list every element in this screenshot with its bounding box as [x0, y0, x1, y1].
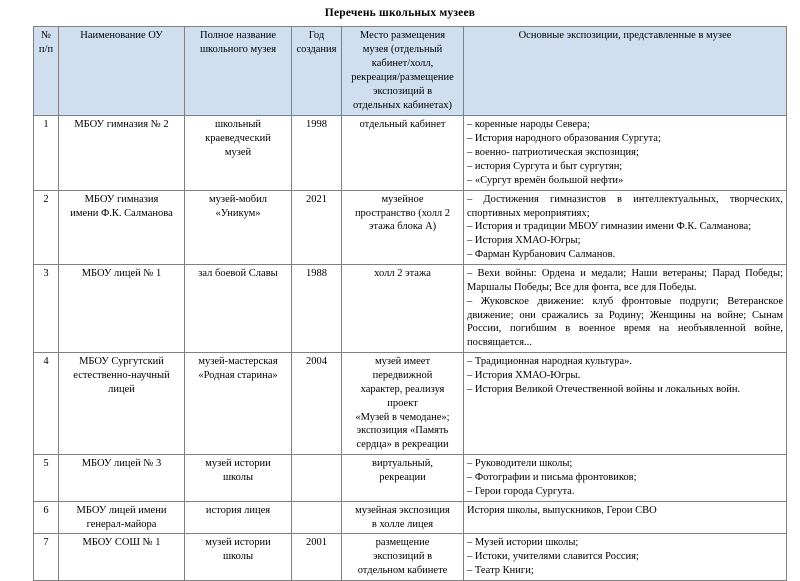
cell-text-line: музейное — [381, 193, 424, 205]
column-header-year — [292, 27, 342, 116]
header-text-line: Полное название — [199, 30, 277, 41]
cell-text-line: – Фарман Курбанович Салманов. — [467, 249, 616, 261]
cell-museum-name — [185, 353, 292, 455]
header-text-line: школьного музея — [199, 44, 277, 56]
cell-text-line: этажа блока А) — [368, 221, 437, 233]
cell-text-line: школьный — [214, 119, 262, 131]
table-body — [34, 116, 787, 581]
cell-text-line: – История ХМАО-Югры. — [467, 369, 581, 381]
cell-text-line: холл 2 этажа — [374, 267, 431, 279]
cell-location — [342, 264, 464, 352]
cell-row-number: 4 — [34, 353, 59, 455]
cell-museum-name — [185, 264, 292, 352]
cell-text-line: МБОУ лицей № 1 — [81, 267, 162, 279]
cell-text-line: МБОУ Сургутский — [79, 356, 164, 368]
table-row — [34, 190, 787, 264]
cell-year-founded: 2021 — [292, 190, 342, 264]
cell-row-number: 7 — [34, 534, 59, 581]
cell-text-line: экспозиций в — [372, 551, 433, 563]
cell-text-line: имени Ф.К. Салманова — [70, 207, 173, 219]
cell-expositions — [464, 534, 787, 581]
header-text-line: рекреация/размещение — [351, 72, 454, 84]
cell-row-number: 5 — [34, 455, 59, 502]
cell-text-line: «Уникум» — [215, 207, 261, 219]
cell-text-line: школы — [222, 472, 254, 483]
header-text-line: создания — [296, 44, 337, 56]
cell-text-line: История школы, выпускников, Герои СВО — [467, 504, 657, 516]
cell-expositions — [464, 190, 787, 264]
cell-text-line: – военно- патриотическая экспозиция; — [467, 147, 639, 159]
table-row — [34, 455, 787, 502]
header-text-line: п/п — [38, 44, 54, 56]
cell-institution-name — [59, 264, 185, 352]
table-row — [34, 501, 787, 534]
cell-text-line: музей-мобил — [209, 193, 267, 205]
header-text-line: Основные экспозиции, представленные в музее — [518, 30, 732, 41]
cell-museum-name — [185, 190, 292, 264]
header-text-line: Год — [308, 30, 325, 41]
cell-year-founded: 2004 — [292, 353, 342, 455]
cell-text-line: экспозиция «Память — [356, 425, 449, 437]
cell-text-line: пространство (холл 2 — [354, 207, 451, 219]
cell-text-line: рекреации — [379, 472, 426, 483]
page-title: Перечень школьных музеев — [324, 7, 476, 19]
cell-text-line: сердца» в рекреации — [356, 439, 449, 451]
cell-text-line: музей — [224, 147, 252, 159]
cell-row-number: 1 — [34, 116, 59, 190]
cell-text-line: музейная экспозиция — [355, 504, 450, 516]
cell-expositions — [464, 353, 787, 455]
cell-text-line: отдельном кабинете — [357, 565, 448, 577]
cell-expositions — [464, 264, 787, 352]
table-row — [34, 534, 787, 581]
table-header-row — [34, 27, 787, 116]
cell-row-number: 6 — [34, 501, 59, 534]
cell-text-line: передвижной — [372, 369, 433, 381]
cell-row-number: 3 — [34, 264, 59, 352]
cell-text-line: – Вехи войны: Ордена и медали; Наши ветераны; Парад Победы; Маршалы Победы; Все для фонта, все для Победы. — [467, 267, 783, 293]
cell-text-line: – Руководители школы; — [467, 458, 573, 470]
table-header — [34, 27, 787, 116]
cell-text-line: – Достижения гимназистов в интеллектуальных, творческих, спортивных мероприятиях; — [467, 193, 783, 219]
cell-text-line: зал боевой Славы — [198, 267, 278, 279]
cell-text-line: характер, реализуя — [360, 383, 445, 395]
table-row — [34, 353, 787, 455]
cell-year-founded: 2001 — [292, 534, 342, 581]
cell-expositions — [464, 501, 787, 534]
cell-text-line: лицей — [108, 383, 135, 395]
header-text-line: музея (отдельный — [362, 44, 443, 56]
cell-text-line: генерал-майора — [86, 518, 157, 530]
column-header-number — [34, 27, 59, 116]
cell-text-line: «Родная старина» — [198, 369, 278, 381]
cell-text-line: – история Сургута и быт сургутян; — [467, 160, 623, 172]
cell-museum-name — [185, 116, 292, 190]
cell-museum-name — [185, 455, 292, 502]
cell-text-line: размещение — [375, 537, 430, 549]
cell-text-line: МБОУ гимназия № 2 — [74, 119, 169, 131]
column-header-location — [342, 27, 464, 116]
cell-text-line: – История и традиции МБОУ гимназии имени Ф.К. Салманова; — [467, 221, 752, 233]
header-text-line: кабинет/холл, — [371, 58, 434, 70]
cell-year-founded: 1988 — [292, 264, 342, 352]
cell-text-line: музей истории — [205, 537, 271, 549]
cell-text-line: отдельный кабинет — [359, 119, 446, 131]
cell-museum-name — [185, 534, 292, 581]
cell-text-line: – Театр Книги; — [467, 565, 534, 577]
cell-institution-name — [59, 116, 185, 190]
cell-text-line: проект — [387, 397, 418, 409]
cell-text-line: – «Сургут времён большой нефти» — [467, 174, 624, 186]
cell-text-line: история лицея — [205, 504, 271, 516]
cell-text-line: краеведческий — [205, 133, 271, 145]
cell-institution-name — [59, 353, 185, 455]
cell-text-line: школы — [222, 551, 254, 563]
table-row — [34, 116, 787, 190]
header-text-line: Наименование ОУ — [80, 30, 163, 41]
cell-text-line: в холле лицея — [371, 518, 434, 530]
cell-text-line: «Музей в чемодане»; — [355, 411, 450, 423]
cell-text-line: – История народного образования Сургута; — [467, 133, 661, 145]
cell-text-line: музей истории — [205, 458, 271, 470]
cell-text-line: МБОУ гимназия — [84, 193, 159, 205]
cell-expositions — [464, 455, 787, 502]
cell-text-line: – История ХМАО-Югры; — [467, 235, 581, 247]
cell-location — [342, 534, 464, 581]
table-row — [34, 264, 787, 352]
cell-institution-name — [59, 190, 185, 264]
cell-text-line: – Жуковское движение: клуб фронтовые подруги; Ветеранское движение; они сражались за Родину; Женщины на войне; Сынам России, погибшим в военное время на необъявленной войне, посвящается... — [467, 295, 783, 349]
cell-text-line: – Музей истории школы; — [467, 537, 579, 549]
cell-text-line: – коренные народы Севера; — [467, 119, 590, 131]
cell-text-line: – История Великой Отечественной войны и локальных войн. — [467, 383, 741, 395]
cell-text-line: – Фотографии и письма фронтовиков; — [467, 472, 637, 483]
cell-row-number: 2 — [34, 190, 59, 264]
cell-text-line: МБОУ СОШ № 1 — [82, 537, 161, 549]
cell-institution-name — [59, 534, 185, 581]
cell-text-line: естественно-научный — [73, 369, 170, 381]
cell-location — [342, 190, 464, 264]
cell-text-line: – Истоки, учителями славится Россия; — [467, 551, 639, 563]
cell-text-line: МБОУ лицей имени — [76, 504, 167, 516]
cell-location — [342, 116, 464, 190]
header-text-line: № — [40, 30, 52, 41]
cell-institution-name — [59, 455, 185, 502]
column-header-expositions — [464, 27, 787, 116]
cell-expositions — [464, 116, 787, 190]
cell-location — [342, 353, 464, 455]
cell-year-founded: 1998 — [292, 116, 342, 190]
school-museums-table — [33, 26, 787, 581]
cell-text-line: – Традиционная народная культура». — [467, 356, 633, 368]
cell-text-line: – Герои города Сургута. — [467, 485, 575, 497]
cell-museum-name — [185, 501, 292, 534]
cell-text-line: музей-мастерская — [198, 356, 278, 368]
cell-location — [342, 501, 464, 534]
cell-text-line: МБОУ лицей № 3 — [81, 458, 162, 470]
column-header-institution — [59, 27, 185, 116]
cell-location — [342, 455, 464, 502]
header-text-line: экспозиций в — [372, 86, 433, 98]
column-header-museum-name — [185, 27, 292, 116]
header-text-line: Место размещения — [359, 30, 446, 41]
cell-year-founded — [292, 501, 342, 534]
cell-text-line: виртуальный, — [372, 458, 433, 470]
header-text-line: отдельных кабинетах) — [352, 100, 453, 112]
cell-year-founded — [292, 455, 342, 502]
cell-institution-name — [59, 501, 185, 534]
cell-text-line: музей имеет — [374, 356, 431, 368]
